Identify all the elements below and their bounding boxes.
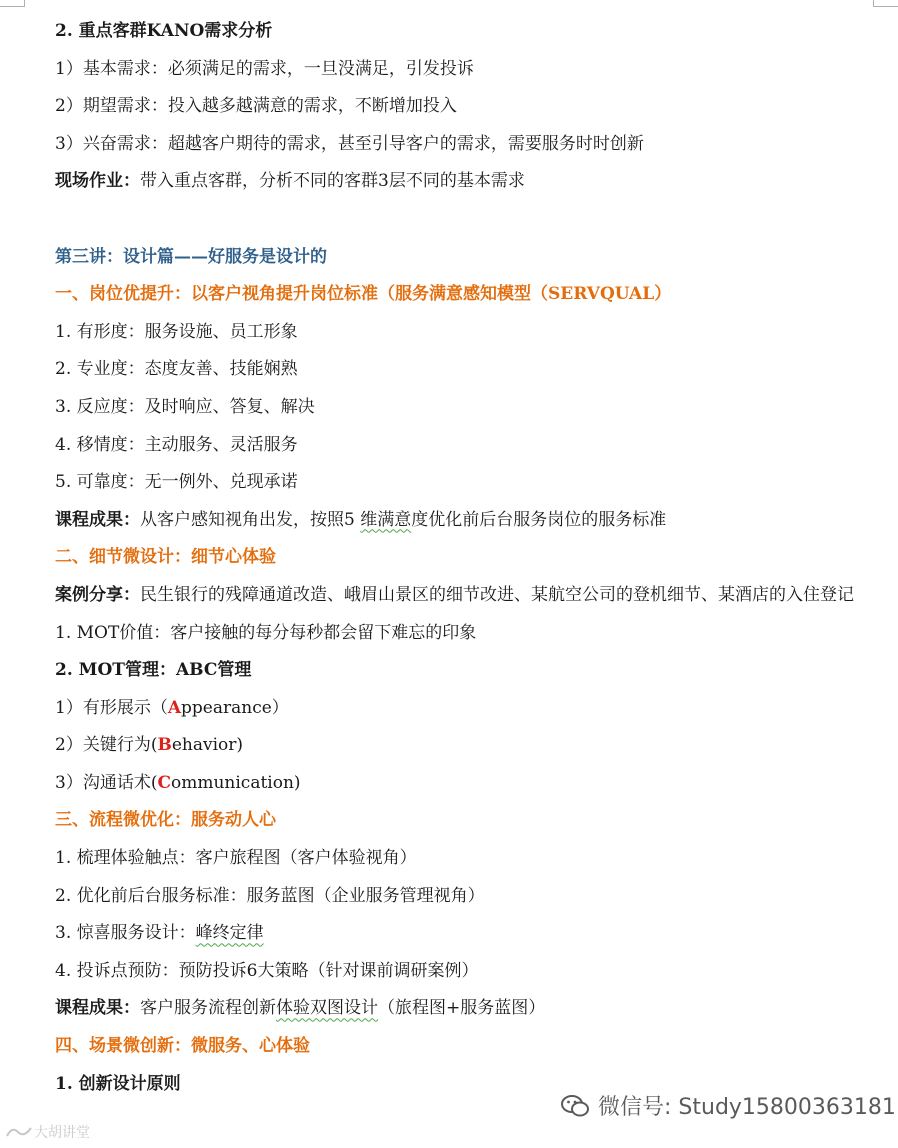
abc-letter-b: B: [157, 735, 172, 756]
spellcheck-underlined-text: 体验双图设计: [276, 998, 378, 1019]
course-outcome-line-2: [55, 990, 855, 1028]
abc-item-communication: [55, 765, 855, 803]
abc-item-suffix: ommunication): [170, 772, 301, 793]
process-item-journey-map: 1. 梳理体验触点：客户旅程图（客户体验视角）: [55, 848, 417, 869]
section-four-heading: 四、场景微创新：微服务、心体验: [55, 1036, 310, 1057]
course-outcome-text-b: 度优化前后台服务岗位的服务标准: [411, 509, 667, 530]
servqual-item-responsive: 3. 反应度：及时响应、答复、解决: [55, 396, 315, 417]
page-corner-mark-left: [0, 0, 25, 7]
innovation-principle-heading: 1. 创新设计原则: [55, 1073, 181, 1094]
course-outcome-label: 课程成果：: [55, 998, 140, 1019]
page-corner-mark-right: [873, 0, 898, 7]
abc-item-suffix: ehavior): [171, 735, 244, 756]
process-item-complaint-prevention: 4. 投诉点预防：预防投诉6大策略（针对课前调研案例）: [55, 960, 479, 981]
wechat-watermark: [560, 1090, 896, 1121]
abc-item-appearance: [55, 690, 855, 728]
spellcheck-underlined-text: 维满意: [360, 509, 412, 530]
course-outcome-text-a: 从客户感知视角出发，按照5: [140, 509, 361, 530]
abc-item-suffix: ppearance）: [181, 697, 289, 718]
case-share-text: 民生银行的残障通道改造、峨眉山景区的细节改进、某航空公司的登机细节、某酒店的入住登记: [140, 584, 854, 605]
mot-value-item: 1. MOT价值：客户接触的每分每秒都会留下难忘的印象: [55, 622, 477, 643]
section-one-heading: 一、岗位优提升：以客户视角提升岗位标准（服务满意感知模型（SERVQUAL）: [55, 284, 672, 305]
field-work-line: [55, 163, 855, 201]
abc-letter-a: A: [167, 697, 182, 718]
spellcheck-underlined-text: 峰终定律: [195, 923, 264, 944]
basic-need-item: 1）基本需求：必须满足的需求，一旦没满足，引发投诉: [55, 58, 474, 79]
course-outcome-line-1: [55, 502, 855, 540]
abc-letter-c: C: [157, 772, 171, 793]
section-two-heading: 二、细节微设计：细节心体验: [55, 547, 276, 568]
course-outcome-text-a: 客户服务流程创新: [140, 998, 276, 1019]
logo-mark: [4, 1124, 34, 1140]
course-outcome-text-b: （旅程图+服务蓝图）: [378, 998, 546, 1019]
abc-item-behavior: [55, 727, 855, 765]
watermark-text: 微信号: Study15800363181: [598, 1095, 896, 1120]
corner-watermark-text: 大胡讲堂: [34, 1125, 90, 1141]
case-share-label: 案例分享：: [55, 584, 140, 605]
document-body: [55, 13, 855, 1103]
abc-item-prefix: 3）沟通话术(: [55, 772, 158, 793]
field-work-text: 带入重点客群，分析不同的客群3层不同的基本需求: [140, 171, 525, 192]
lecture-three-heading: 第三讲：设计篇——好服务是设计的: [55, 246, 327, 267]
mot-management-heading: 2. MOT管理：ABC管理: [55, 660, 252, 681]
servqual-item-reliability: 5. 可靠度：无一例外、兑现承诺: [55, 472, 298, 493]
process-item-peak-end: [55, 915, 855, 953]
field-work-label: 现场作业：: [55, 171, 140, 192]
blank-line: [55, 201, 855, 239]
section-three-heading: 三、流程微优化：服务动人心: [55, 810, 276, 831]
kano-heading: 2. 重点客群KANO需求分析: [55, 21, 273, 41]
exciting-need-item: 3）兴奋需求：超越客户期待的需求，甚至引导客户的需求，需要服务时时创新: [55, 133, 644, 154]
peak-end-text: 3. 惊喜服务设计：: [55, 923, 196, 944]
wechat-official-account-icon: [560, 1093, 590, 1119]
servqual-item-empathy: 4. 移情度：主动服务、灵活服务: [55, 434, 298, 455]
corner-watermark: [4, 1122, 90, 1142]
servqual-item-tangible: 1. 有形度：服务设施、员工形象: [55, 321, 298, 342]
expected-need-item: 2）期望需求：投入越多越满意的需求，不断增加投入: [55, 96, 457, 117]
case-share-paragraph: [55, 577, 855, 615]
course-outcome-label: 课程成果：: [55, 509, 140, 530]
servqual-item-professional: 2. 专业度：态度友善、技能娴熟: [55, 359, 298, 380]
abc-item-prefix: 2）关键行为(: [55, 735, 158, 756]
process-item-blueprint: 2. 优化前后台服务标准：服务蓝图（企业服务管理视角）: [55, 885, 485, 906]
abc-item-prefix: 1）有形展示（: [55, 697, 168, 718]
